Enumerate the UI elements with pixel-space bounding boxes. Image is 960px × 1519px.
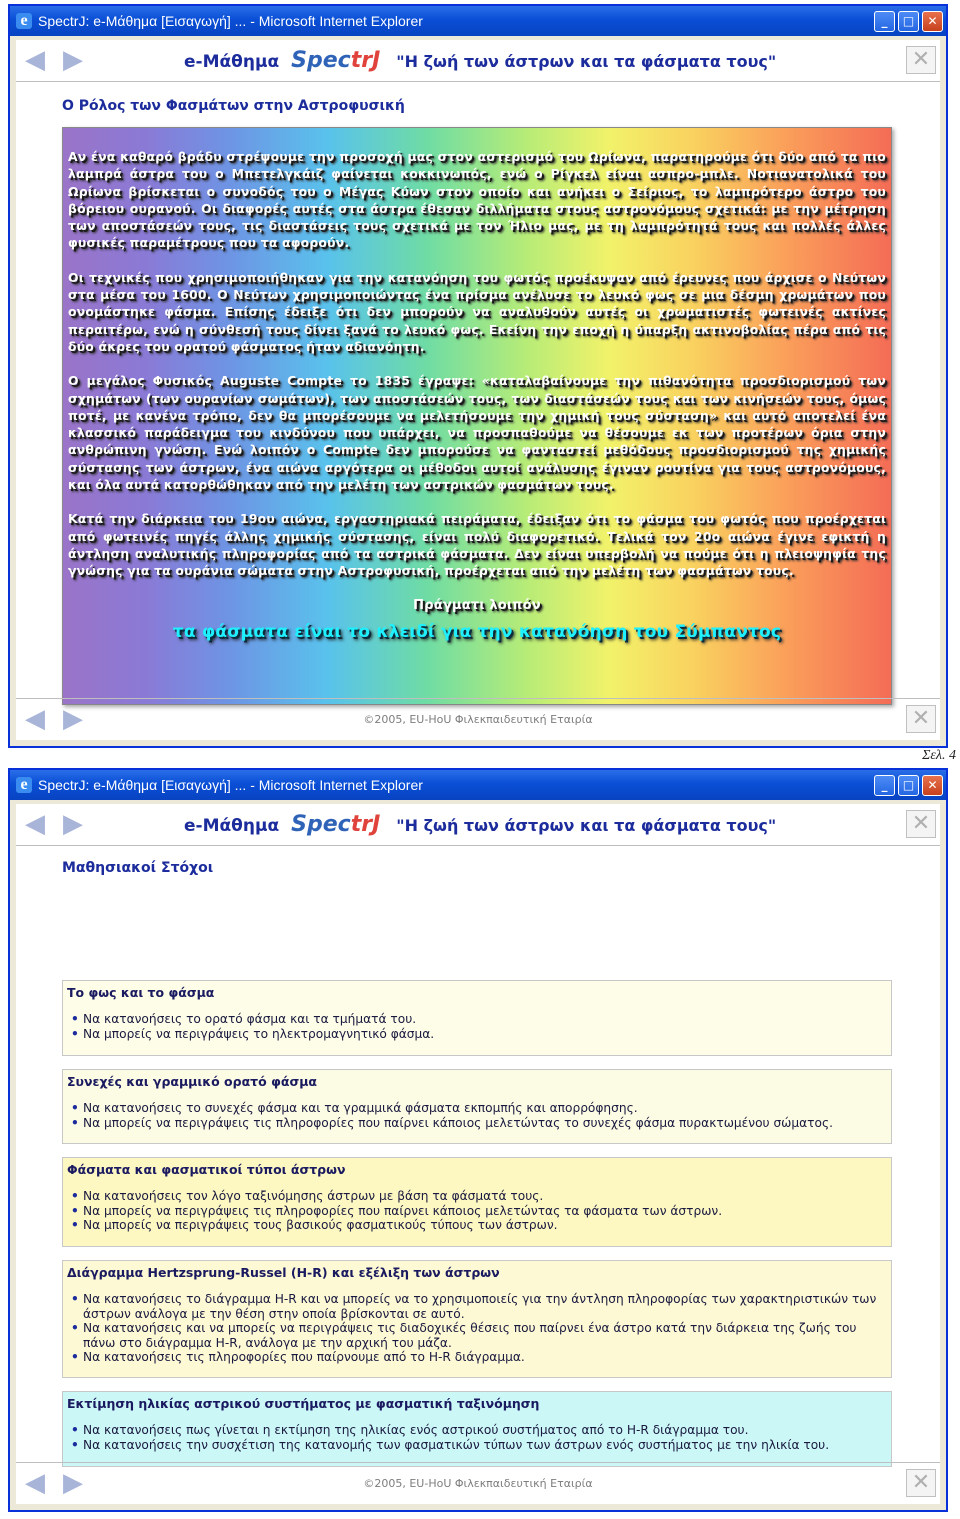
browser-window-1	[8, 4, 948, 748]
objective-box-spectral-types	[62, 1157, 892, 1247]
window-close-button[interactable]: ✕	[922, 775, 943, 796]
lesson-title: "Η ζωή των άστρων και τα φάσματα τους"	[396, 52, 777, 71]
objective-box-light-spectrum	[62, 980, 892, 1056]
title-bar[interactable]	[10, 770, 946, 800]
objective-list	[67, 1012, 887, 1041]
arrow-right-icon[interactable]: ▶	[63, 1468, 83, 1498]
list-item: • Να κατανοήσεις το ορατό φάσμα και τα τμήματά του.	[67, 1012, 887, 1027]
browser-window-2	[8, 768, 948, 1512]
maximize-button[interactable]: □	[898, 11, 919, 32]
paragraph-1: Αν ένα καθαρό βράδυ στρέψουμε την προσοχή μας στον αστερισμό του Ωρίωνα, παρατηρούμε ότι δύο από τα πιο λαμπρά άστρα του ο Μπετελγκάιζ φαίνεται κοκκινωπός, ενώ ο Ρίγκελ είναι ασπρο-μπλε. Νοτιανατολικά του Ωρίωνα βρίσκεται ο συνοδός του ο Μέγας Κύων στον οποίο και ανήκει ο Σείριος, το λαμπρότερο άστρο του βόρειου ουρανού. Οι διαφορές αυτές στα άστρα έθεσαν διλλήματα στους αστρονόμους σχετικά: με την μέτρηση των αποστάσεών τους, τις διαστάσεις τους σχετικά με τον Ήλιο μας, με τη λαμπρότητά τους και πολλές άλλες φυσικές παραμέτρους που τα αφορούν.	[68, 149, 886, 251]
brand-prefix: e-Μάθημα	[184, 816, 280, 836]
brand	[184, 812, 776, 837]
objective-title: Το φως και το φάσμα	[67, 985, 215, 1000]
spectrj-logo	[291, 812, 380, 837]
objective-box-hr-diagram	[62, 1260, 892, 1378]
internet-explorer-icon: e	[16, 13, 32, 29]
lesson-title: "Η ζωή των άστρων και τα φάσματα τους"	[396, 816, 777, 835]
page-content	[10, 36, 946, 746]
arrow-right-icon[interactable]: ▶	[63, 809, 83, 839]
paragraph-2: Οι τεχνικές που χρησιμοποιήθηκαν για την κατανόηση του φωτός προέκυψαν από έρευνες που άρχισε ο Νεύτων στα μέσα του 1600. Ο Νεύτων χρησιμοποιώντας ένα πρίσμα ανέλυσε το λευκό φως σε μια δέσμη χρωμάτων που ονομάστηκε φάσμα. Επίσης έδειξε ότι δεν μπορούν να αναλυθούν αυτές οι χρωματιστές φωτεινές ακτίνες περαιτέρω, ενώ η σύνθεσή τους δίνει ξανά το λευκό φως. Εκείνη την εποχή η ύπαρξη ακτινοβολίας πέρα από τις δύο άκρες του ορατού φάσματος ήταν αδιανόητη.	[68, 269, 886, 354]
logo-part1: Spec	[291, 812, 351, 837]
close-x-icon[interactable]: ✕	[906, 1469, 936, 1497]
emphasis-text: Πράγματι λοιπόν	[413, 597, 541, 613]
arrow-right-icon[interactable]: ▶	[63, 704, 83, 734]
minimize-button[interactable]: _	[874, 11, 895, 32]
objective-list	[67, 1292, 887, 1365]
logo-part2: trJ	[350, 812, 381, 837]
final-statement: τα φάσματα είναι το κλειδί για την κατανόηση του Σύμπαντος	[172, 621, 782, 642]
section-title: Ο Ρόλος των Φασμάτων στην Αστροφυσική	[62, 98, 405, 114]
window-close-button[interactable]: ✕	[922, 11, 943, 32]
arrow-left-icon[interactable]: ◀	[25, 1468, 45, 1498]
maximize-button[interactable]: □	[898, 775, 919, 796]
list-item: • Να μπορείς να περιγράψεις το ηλεκτρομαγνητικό φάσμα.	[67, 1027, 887, 1042]
page-number: Σελ. 4	[922, 748, 956, 763]
objective-title: Φάσματα και φασματικοί τύποι άστρων	[67, 1162, 346, 1177]
page-content	[10, 800, 946, 1510]
objective-box-age-estimation	[62, 1391, 892, 1467]
close-x-icon[interactable]: ✕	[906, 810, 936, 838]
paragraph-3: Ο μεγάλος Φυσικός Auguste Compte το 1835 έγραψε: «καταλαβαίνουμε την πιθανότητα προσδιορισμού των σχημάτων (των ουρανίων σωμάτων), των αποστάσεών τους, των διαστάσεών τους και των κινήσεών τους, όμως ποτέ, με κανένα τρόπο, δεν θα μπορέσουμε να μελετήσουμε την χημική τους σύσταση» και αυτό αποτελεί ένα κλασσικό παράδειγμα του κινδύνου που υπάρχει, να προσπαθούμε να θέσουμε εκ των προτέρων όρια στην ανθρώπινη γνώση. Ενώ λοιπόν ο Compte δεν μπορούσε να φανταστεί μεθόδους προσδιορισμού της χημικής σύστασης των άστρων, ένα αιώνα αργότερα οι μέθοδοι αυτοί ανάλυσης έγιναν ρουτίνα για τους αστρονόμους, και όλα αυτά κατορθώθηκαν από την μελέτη των αστρικών φασμάτων τους.	[68, 373, 886, 493]
spectrum-text-panel	[62, 127, 892, 705]
brand-prefix: e-Μάθημα	[184, 52, 280, 72]
list-item: • Να κατανοήσεις τον λόγο ταξινόμησης άστρων με βάση τα φάσματά τους.	[67, 1189, 887, 1204]
lesson-footer	[16, 1462, 940, 1504]
paragraph-4: Κατά την διάρκεια του 19ου αιώνα, εργαστηριακά πειράματα, έδειξαν ότι το φάσμα του φωτός που προέρχεται από φωτεινές πηγές άλλης χημικής σύστασης, είναι πολύ διαφορετικό. Τελικά τον 20ο αιώνα έγινε εφικτή η άντληση αναλυτικής πληροφορίας από τα αστρικά φάσματα. Δεν είναι υπερβολή να πούμε ότι η πλειοψηφία της γνώσης για τα ουράνια σώματα στην Αστροφυσική, προέρχεται από την μελέτη των φασμάτων τους.	[68, 511, 886, 579]
lesson-footer	[16, 698, 940, 740]
objective-title: Συνεχές και γραμμικό ορατό φάσμα	[67, 1074, 317, 1089]
arrow-left-icon[interactable]: ◀	[25, 704, 45, 734]
arrow-right-icon[interactable]: ▶	[63, 45, 83, 75]
close-x-icon[interactable]: ✕	[906, 705, 936, 733]
lesson-header	[16, 804, 940, 846]
list-item: • Να κατανοήσεις τις πληροφορίες που παίρνουμε από το H-R διάγραμμα.	[67, 1350, 887, 1365]
minimize-button[interactable]: _	[874, 775, 895, 796]
brand	[184, 48, 776, 73]
list-item: • Να κατανοήσεις την συσχέτιση της κατανομής των φασματικών τύπων των άστρων ενός συστήματος με την ηλικία του.	[67, 1438, 887, 1453]
window-title: SpectrJ: e-Μάθημα [Εισαγωγή] ... - Microsoft Internet Explorer	[38, 13, 423, 29]
objective-title: Διάγραμμα Hertzsprung-Russel (H-R) και εξέλιξη των άστρων	[67, 1265, 500, 1280]
list-item: • Να μπορείς να περιγράψεις τις πληροφορίες που παίρνει κάποιος μελετώντας το συνεχές φάσμα πυρακτωμένου σώματος.	[67, 1116, 887, 1131]
close-x-icon[interactable]: ✕	[906, 46, 936, 74]
list-item: • Να κατανοήσεις το διάγραμμα H-R και να μπορείς να το χρησιμοποιείς για την άντληση πληροφορίας των χαρακτηριστικών των άστρων ανάλογα με την θέση στην οποία βρίσκονται σε αυτό.	[67, 1292, 887, 1321]
list-item: • Να κατανοήσεις το συνεχές φάσμα και τα γραμμικά φάσματα εκπομπής και απορρόφησης.	[67, 1101, 887, 1116]
list-item: • Να μπορείς να περιγράψεις τους βασικούς φασματικούς τύπους των άστρων.	[67, 1218, 887, 1233]
logo-part1: Spec	[291, 48, 351, 73]
arrow-left-icon[interactable]: ◀	[25, 809, 45, 839]
internet-explorer-icon: e	[16, 777, 32, 793]
objective-list	[67, 1423, 887, 1452]
list-item: • Να κατανοήσεις και να μπορείς να περιγράψεις τις διαδοχικές θέσεις που παίρνει ένα άστρο κατά την διάρκεια της ζωής του πάνω στο διάγραμμα H-R, ανάλογα με την αρχική του μάζα.	[67, 1321, 887, 1350]
title-bar[interactable]	[10, 6, 946, 36]
list-item: • Να κατανοήσεις πως γίνεται η εκτίμηση της ηλικίας ενός αστρικού συστήματος από το H-R διάγραμμα του.	[67, 1423, 887, 1438]
copyright-text: ©2005, EU-HoU Φιλεκπαιδευτική Εταιρία	[363, 713, 593, 726]
list-item: • Να μπορείς να περιγράψεις τις πληροφορίες που παίρνει κάποιος μελετώντας τα φάσματα των άστρων.	[67, 1204, 887, 1219]
objective-box-continuous-line-spectrum	[62, 1069, 892, 1144]
section-title: Μαθησιακοί Στόχοι	[62, 860, 214, 876]
spectrj-logo	[291, 48, 380, 73]
logo-part2: trJ	[350, 48, 381, 73]
objective-list	[67, 1101, 887, 1130]
objective-list	[67, 1189, 887, 1233]
arrow-left-icon[interactable]: ◀	[25, 45, 45, 75]
window-title: SpectrJ: e-Μάθημα [Εισαγωγή] ... - Microsoft Internet Explorer	[38, 777, 423, 793]
copyright-text: ©2005, EU-HoU Φιλεκπαιδευτική Εταιρία	[363, 1477, 593, 1490]
objective-title: Εκτίμηση ηλικίας αστρικού συστήματος με φασματική ταξινόμηση	[67, 1396, 540, 1411]
lesson-header	[16, 40, 940, 82]
